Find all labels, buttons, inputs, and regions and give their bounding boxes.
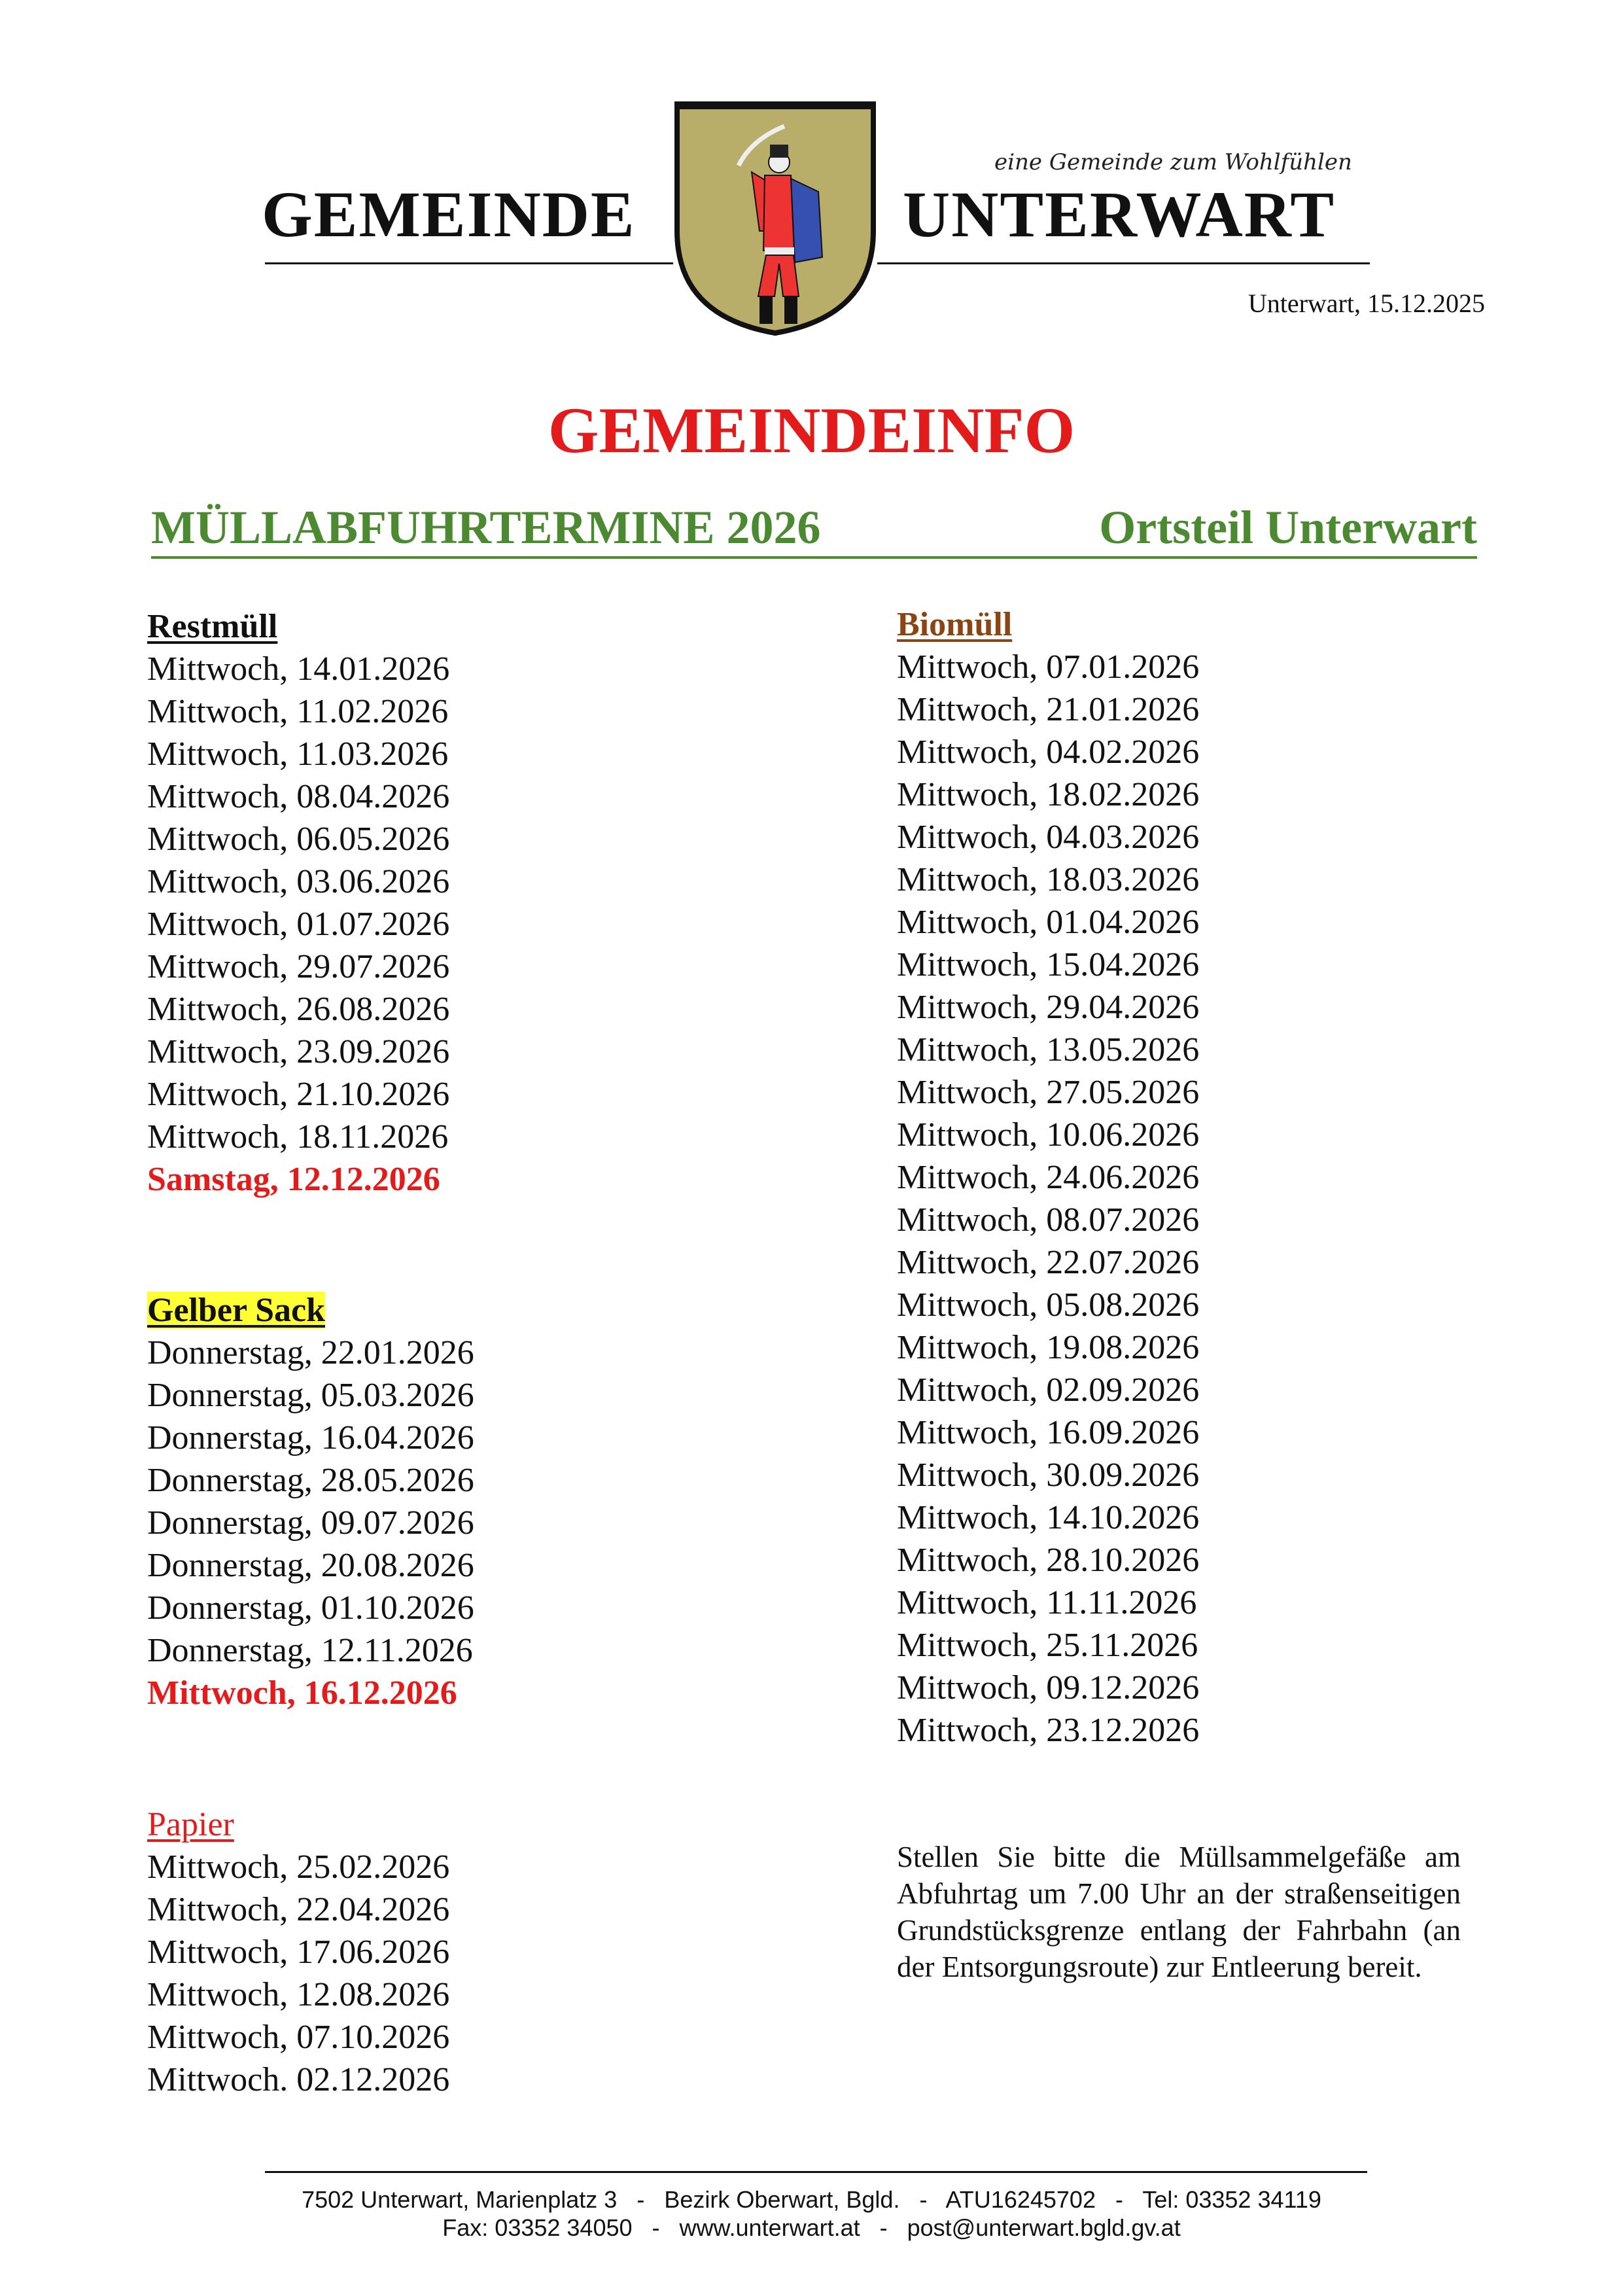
subtitle-district: Ortsteil Unterwart xyxy=(1099,501,1477,554)
list-item-date: Mittwoch, 11.02.2026 xyxy=(147,693,449,730)
header-gemeinde: GEMEINDE xyxy=(262,178,636,251)
list-item-date: Mittwoch, 01.07.2026 xyxy=(147,906,450,943)
list-item-date: Mittwoch, 05.08.2026 xyxy=(897,1286,1200,1324)
list-item-date: Donnerstag, 12.11.2026 xyxy=(147,1632,473,1669)
section-heading: Papier xyxy=(147,1806,234,1843)
list-item-date: Mittwoch, 02.09.2026 xyxy=(897,1371,1200,1409)
list-item-date: Mittwoch, 16.09.2026 xyxy=(897,1414,1200,1451)
list-item-date: Mittwoch, 28.10.2026 xyxy=(897,1542,1200,1579)
list-item-date: Mittwoch, 12.08.2026 xyxy=(147,1976,450,2013)
coat-of-arms-icon xyxy=(673,100,877,337)
list-item-date: Mittwoch, 18.03.2026 xyxy=(897,861,1200,898)
list-item-date: Mittwoch, 01.04.2026 xyxy=(897,904,1200,941)
list-item-special: Samstag, 12.12.2026 xyxy=(147,1161,440,1198)
list-item-date: Mittwoch, 17.06.2026 xyxy=(147,1934,450,1971)
list-item-date: Donnerstag, 05.03.2026 xyxy=(147,1377,474,1414)
list-item-date: Mittwoch, 04.02.2026 xyxy=(897,733,1200,771)
list-item-date: Mittwoch, 14.10.2026 xyxy=(897,1499,1200,1536)
list-item-date: Mittwoch, 22.07.2026 xyxy=(897,1244,1200,1281)
collection-note: Stellen Sie bitte die Müllsammelgefäße am Abfuhrtag um 7.00 Uhr an der straßenseitigen Grundstücksgrenze entlang der Fahrbahn (an der Entsorgungsroute) zur Entleerung bereit. xyxy=(897,1841,1461,1983)
list-item-date: Mittwoch. 02.12.2026 xyxy=(147,2061,450,2098)
list-item-date: Mittwoch, 10.06.2026 xyxy=(897,1116,1200,1154)
section-heading: Gelber Sack xyxy=(147,1292,326,1329)
list-item-date: Donnerstag, 09.07.2026 xyxy=(147,1504,474,1542)
list-item-special: Mittwoch, 16.12.2026 xyxy=(147,1674,457,1712)
list-item-date: Mittwoch, 21.10.2026 xyxy=(147,1076,450,1113)
list-item-date: Mittwoch, 26.08.2026 xyxy=(147,991,450,1028)
list-item-date: Mittwoch, 13.05.2026 xyxy=(897,1031,1200,1069)
header-divider-left xyxy=(265,262,673,264)
page-subtitle xyxy=(151,501,1477,559)
header-divider-right xyxy=(877,262,1370,264)
list-item-date: Mittwoch, 18.02.2026 xyxy=(897,776,1200,813)
list-item-date: Mittwoch, 23.09.2026 xyxy=(147,1033,450,1070)
section-restmuell xyxy=(147,605,449,1201)
list-item-date: Mittwoch, 27.05.2026 xyxy=(897,1074,1200,1111)
list-item-date: Mittwoch, 21.01.2026 xyxy=(897,691,1200,728)
list-item-date: Mittwoch, 24.06.2026 xyxy=(897,1159,1200,1196)
list-item-date: Mittwoch, 18.11.2026 xyxy=(147,1118,449,1156)
header-tagline: eine Gemeinde zum Wohlfühlen xyxy=(994,149,1352,175)
list-item-date: Mittwoch, 30.09.2026 xyxy=(897,1457,1200,1494)
page-title: GEMEINDEINFO xyxy=(548,394,1075,467)
list-item-date: Mittwoch, 29.07.2026 xyxy=(147,948,450,985)
section-papier xyxy=(147,1803,449,2101)
section-heading: Restmüll xyxy=(147,608,278,645)
list-item-date: Mittwoch, 07.10.2026 xyxy=(147,2019,450,2056)
list-item-date: Mittwoch, 25.02.2026 xyxy=(147,1848,450,1886)
section-biomuell xyxy=(897,603,1199,1752)
list-item-date: Mittwoch, 14.01.2026 xyxy=(147,650,450,688)
list-item-date: Mittwoch, 22.04.2026 xyxy=(147,1891,450,1928)
list-item-date: Mittwoch, 06.05.2026 xyxy=(147,821,450,858)
section-gelber-sack xyxy=(147,1289,474,1714)
list-item-date: Donnerstag, 20.08.2026 xyxy=(147,1547,474,1584)
list-item-date: Donnerstag, 22.01.2026 xyxy=(147,1334,474,1371)
list-item-date: Mittwoch, 15.04.2026 xyxy=(897,946,1200,983)
list-item-date: Mittwoch, 09.12.2026 xyxy=(897,1669,1200,1706)
list-item-date: Mittwoch, 19.08.2026 xyxy=(897,1329,1200,1366)
list-item-date: Mittwoch, 29.04.2026 xyxy=(897,989,1200,1026)
list-item-date: Mittwoch, 03.06.2026 xyxy=(147,863,450,900)
list-item-date: Mittwoch, 25.11.2026 xyxy=(897,1627,1198,1664)
list-item-date: Mittwoch, 11.03.2026 xyxy=(147,735,449,773)
footer-address: 7502 Unterwart, Marienplatz 3 - Bezirk Oberwart, Bgld. - ATU16245702 - Tel: 03352 34119 xyxy=(302,2186,1321,2213)
list-item-date: Donnerstag, 01.10.2026 xyxy=(147,1589,474,1627)
list-item-date: Mittwoch, 08.07.2026 xyxy=(897,1201,1200,1239)
footer-divider xyxy=(265,2171,1367,2173)
list-item-date: Mittwoch, 23.12.2026 xyxy=(897,1712,1200,1749)
header-unterwart: UNTERWART xyxy=(903,178,1336,251)
list-item-date: Donnerstag, 28.05.2026 xyxy=(147,1462,474,1499)
list-item-date: Mittwoch, 04.03.2026 xyxy=(897,819,1200,856)
section-heading: Biomüll xyxy=(897,606,1013,643)
list-item-date: Donnerstag, 16.04.2026 xyxy=(147,1419,474,1457)
list-item-date: Mittwoch, 08.04.2026 xyxy=(147,778,450,815)
footer-contact: Fax: 03352 34050 - www.unterwart.at - post@unterwart.bgld.gv.at xyxy=(442,2214,1181,2241)
subtitle-schedule: MÜLLABFUHRTERMINE 2026 xyxy=(151,501,821,554)
list-item-date: Mittwoch, 07.01.2026 xyxy=(897,648,1200,686)
document-date: Unterwart, 15.12.2025 xyxy=(1248,289,1485,318)
list-item-date: Mittwoch, 11.11.2026 xyxy=(897,1584,1197,1621)
